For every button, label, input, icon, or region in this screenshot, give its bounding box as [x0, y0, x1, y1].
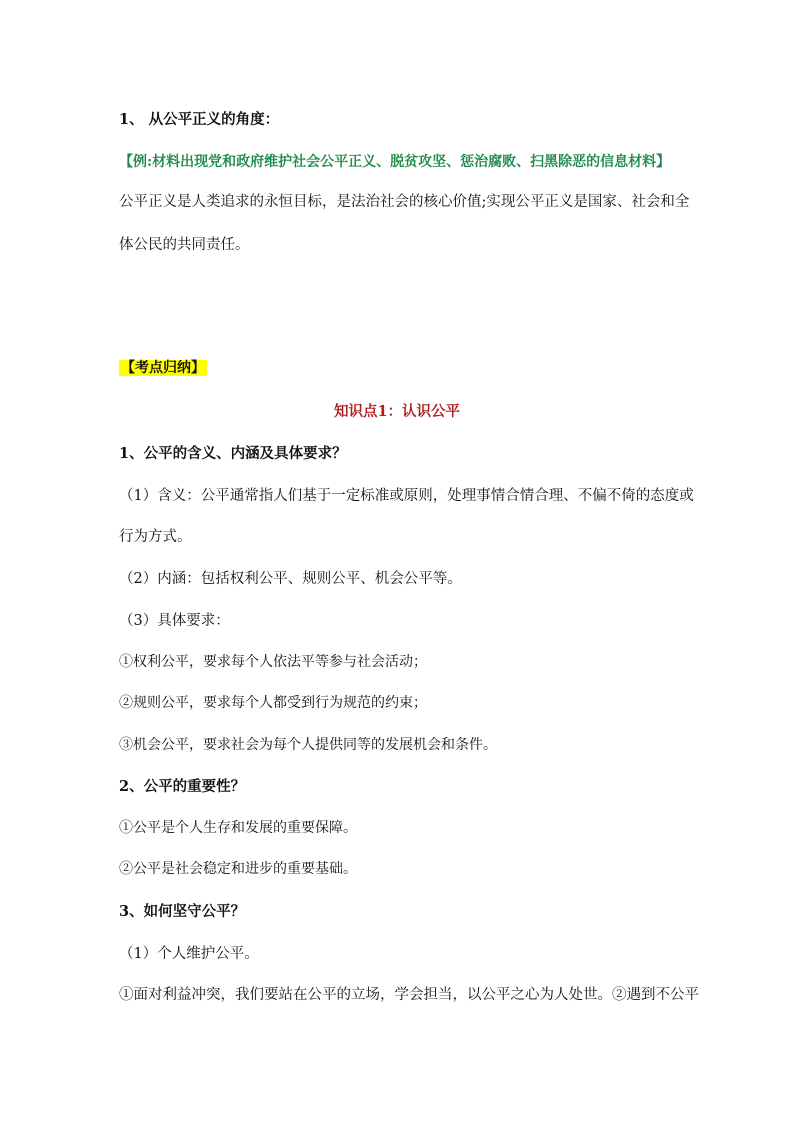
paragraph-line: 体公民的共同责任。	[119, 237, 250, 253]
paragraph-line: （3）具体要求：	[119, 613, 230, 629]
question-heading: 2、公平的重要性？	[119, 778, 246, 795]
paragraph-line: （2）内涵：包括权利公平、规则公平、机会公平等。	[119, 571, 462, 587]
list-item: ①公平是个人生存和发展的重要保障。	[119, 820, 357, 836]
paragraph-line: （1）含义：公平通常指人们基于一定标准或原则，处理事情合情合理、不偏不倚的态度或	[119, 488, 694, 504]
list-item: ②规则公平，要求每个人都受到行为规范的约束；	[119, 695, 427, 711]
angle-heading: 1、 从公平正义的角度：	[119, 111, 280, 128]
paragraph-line: ①面对利益冲突，我们要站在公平的立场，学会担当，以公平之心为人处世。②遇到不公平	[119, 987, 699, 1003]
list-item: ②公平是社会稳定和进步的重要基础。	[119, 861, 357, 877]
paragraph-line: （1）个人维护公平。	[119, 946, 259, 962]
question-heading: 1、公平的含义、内涵及具体要求？	[119, 445, 347, 462]
list-item: ③机会公平，要求社会为每个人提供同等的发展机会和条件。	[119, 737, 497, 753]
question-heading: 3、如何坚守公平？	[119, 903, 246, 920]
list-item: ①权利公平，要求每个人依法平等参与社会活动；	[119, 654, 427, 670]
paragraph-line: 行为方式。	[119, 529, 192, 545]
paragraph-line: 公平正义是人类追求的永恒目标，是法治社会的核心价值;实现公平正义是国家、社会和全	[119, 194, 690, 210]
summary-tag: 【考点归纳】	[121, 360, 205, 376]
knowledge-title: 知识点1：认识公平	[333, 403, 461, 420]
example-note: 【例:材料出现党和政府维护社会公平正义、脱贫攻坚、惩治腐败、扫黑除恶的信息材料】	[119, 154, 671, 170]
